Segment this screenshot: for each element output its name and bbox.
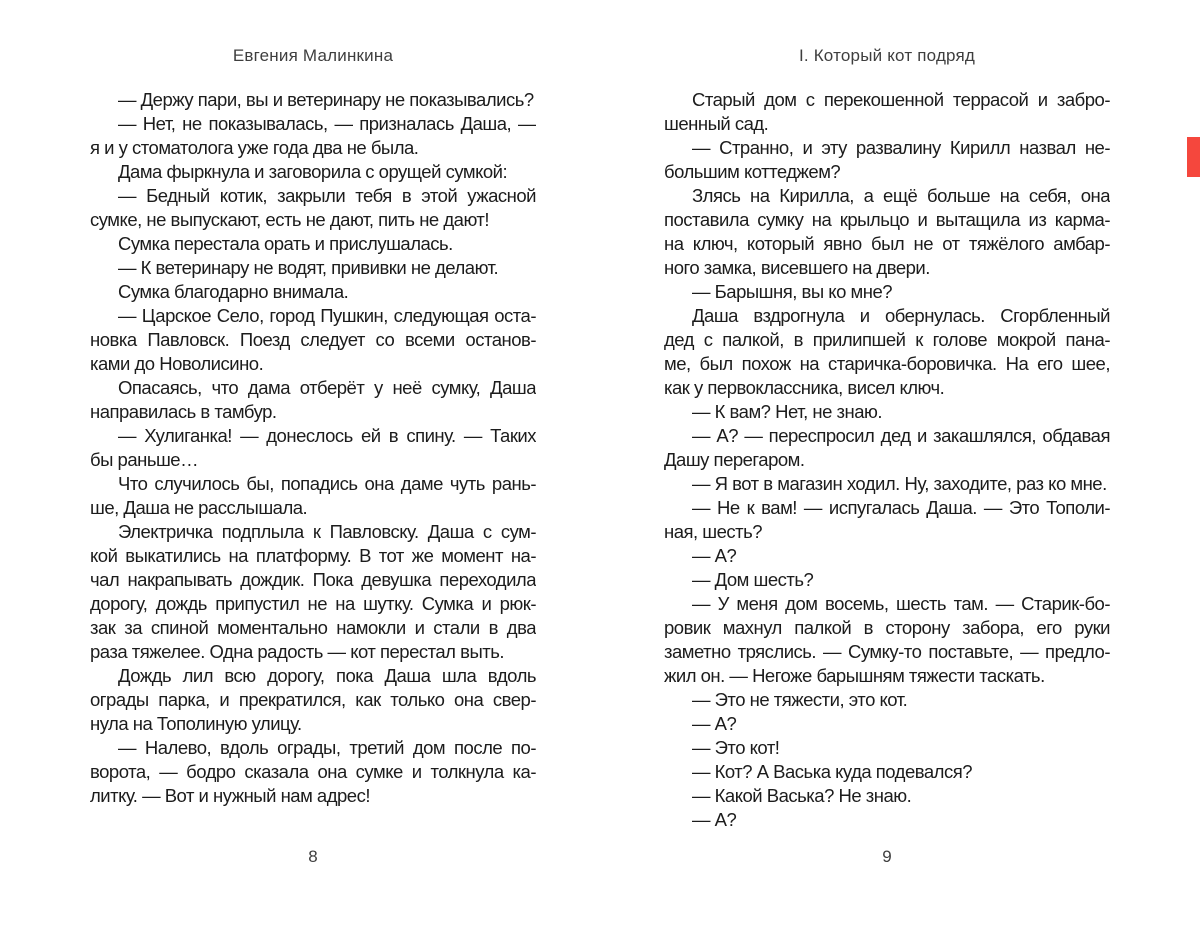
right-page	[664, 0, 1110, 937]
text-line: — Кот? А Васька куда подевался?	[692, 761, 973, 782]
text-line: — К вам? Нет, не знаю.	[692, 401, 882, 422]
text-line: — Не к вам! — испугалась Даша. — Это Тополи-	[692, 497, 1110, 518]
text-line: ворота, — бодро сказала она сумке и толкнула ка-	[90, 761, 536, 782]
page-number: 8	[308, 847, 318, 866]
text-line: ного замка, висевшего на двери.	[664, 257, 930, 278]
text-line: — А?	[692, 713, 737, 734]
text-line: Что случилось бы, попадись она даме чуть рань-	[118, 473, 536, 494]
running-header-author: Евгения Малинкина	[232, 46, 394, 65]
text-line: Опасаясь, что дама отберёт у неё сумку, Даша	[118, 377, 536, 398]
text-line: Дождь лил всю дорогу, пока Даша шла вдоль	[118, 665, 536, 686]
text-line: дед с палкой, в прилипшей к голове мокрой пана-	[664, 329, 1110, 350]
text-line: — А? — переспросил дед и закашлялся, обдавая	[692, 425, 1110, 446]
text-line: нула на Тополиную улицу.	[90, 713, 302, 734]
text-line: — Бедный котик, закрыли тебя в этой ужасной	[118, 185, 536, 206]
text-line: — Барышня, вы ко мне?	[692, 281, 893, 302]
text-line: — А?	[692, 545, 737, 566]
text-line: Дашу перегаром.	[664, 449, 805, 470]
text-line: я и у стоматолога уже года два не была.	[90, 137, 419, 158]
text-line: ше, Даша не расслышала.	[90, 497, 308, 518]
running-header-chapter: I. Который кот подряд	[798, 46, 976, 65]
text-line: направилась в тамбур.	[90, 401, 277, 422]
text-line: раза тяжелее. Одна радость — кот перестал выть.	[90, 641, 504, 662]
text-line: кой выкатились на платформу. В тот же момент на-	[90, 545, 536, 566]
right-page-text	[664, 88, 1110, 832]
text-line: ками до Новолисино.	[90, 353, 264, 374]
text-line: — Дом шесть?	[692, 569, 814, 590]
left-page-text	[90, 88, 536, 808]
text-line: жил он. — Негоже барышням тяжести таскать.	[664, 665, 1045, 686]
text-line: Злясь на Кирилла, а ещё больше на себя, она	[692, 185, 1110, 206]
text-line: — Держу пари, вы и ветеринару не показывались?	[118, 89, 534, 110]
text-line: большим коттеджем?	[664, 161, 841, 182]
text-line: — Странно, и эту развалину Кирилл назвал не-	[692, 137, 1110, 158]
left-page	[90, 0, 536, 937]
text-line: — Царское Село, город Пушкин, следующая оста-	[118, 305, 536, 326]
text-line: литку. — Вот и нужный нам адрес!	[90, 785, 370, 806]
text-line: дорогу, дождь припустил не на шутку. Сумка и рюк-	[90, 593, 536, 614]
text-line: зак за спиной моментально намокли и стали в два	[90, 617, 536, 638]
text-line: новка Павловск. Поезд следует со всеми останов-	[90, 329, 536, 350]
text-line: — У меня дом восемь, шесть там. — Старик-бо-	[692, 593, 1110, 614]
text-line: — Это не тяжести, это кот.	[692, 689, 908, 710]
text-line: — Хулиганка! — донеслось ей в спину. — Таких	[118, 425, 536, 446]
text-line: бы раньше…	[90, 449, 199, 470]
text-line: — Я вот в магазин ходил. Ну, заходите, раз ко мне.	[692, 473, 1107, 494]
page-number: 9	[882, 847, 892, 866]
bookmark-ribbon-icon[interactable]	[1187, 137, 1200, 177]
text-line: — Нет, не показывалась, — призналась Даша, —	[118, 113, 536, 134]
text-line: шенный сад.	[664, 113, 769, 134]
text-line: Электричка подплыла к Павловску. Даша с сум-	[118, 521, 536, 542]
text-line: ная, шесть?	[664, 521, 763, 542]
text-line: Сумка перестала орать и прислушалась.	[118, 233, 453, 254]
text-line: — Это кот!	[692, 737, 780, 758]
text-line: ограды парка, и прекратился, как только она свер-	[90, 689, 536, 710]
text-line: ме, был похож на старичка-боровичка. На его шее,	[664, 353, 1110, 374]
text-line: чал накрапывать дождик. Пока девушка переходила	[90, 569, 536, 590]
text-line: как у первоклассника, висел ключ.	[664, 377, 945, 398]
text-line: заметно тряслись. — Сумку-то поставьте, — предло-	[664, 641, 1110, 662]
text-line: Даша вздрогнула и обернулась. Сгорбленный	[692, 305, 1110, 326]
text-line: Дама фыркнула и заговорила с орущей сумкой:	[118, 161, 508, 182]
text-line: ровик махнул палкой в сторону забора, его руки	[664, 617, 1110, 638]
text-line: Сумка благодарно внимала.	[118, 281, 349, 302]
text-line: — Какой Васька? Не знаю.	[692, 785, 912, 806]
text-line: сумке, не выпускают, есть не дают, пить не дают!	[90, 209, 490, 230]
text-line: на ключ, который явно был не от тяжёлого амбар-	[664, 233, 1110, 254]
text-line: — А?	[692, 809, 737, 830]
text-line: Старый дом с перекошенной террасой и забро-	[692, 89, 1110, 110]
text-line: — К ветеринару не водят, прививки не делают.	[118, 257, 499, 278]
text-line: — Налево, вдоль ограды, третий дом после по-	[118, 737, 536, 758]
text-line: поставила сумку на крыльцо и вытащила из карма-	[664, 209, 1110, 230]
